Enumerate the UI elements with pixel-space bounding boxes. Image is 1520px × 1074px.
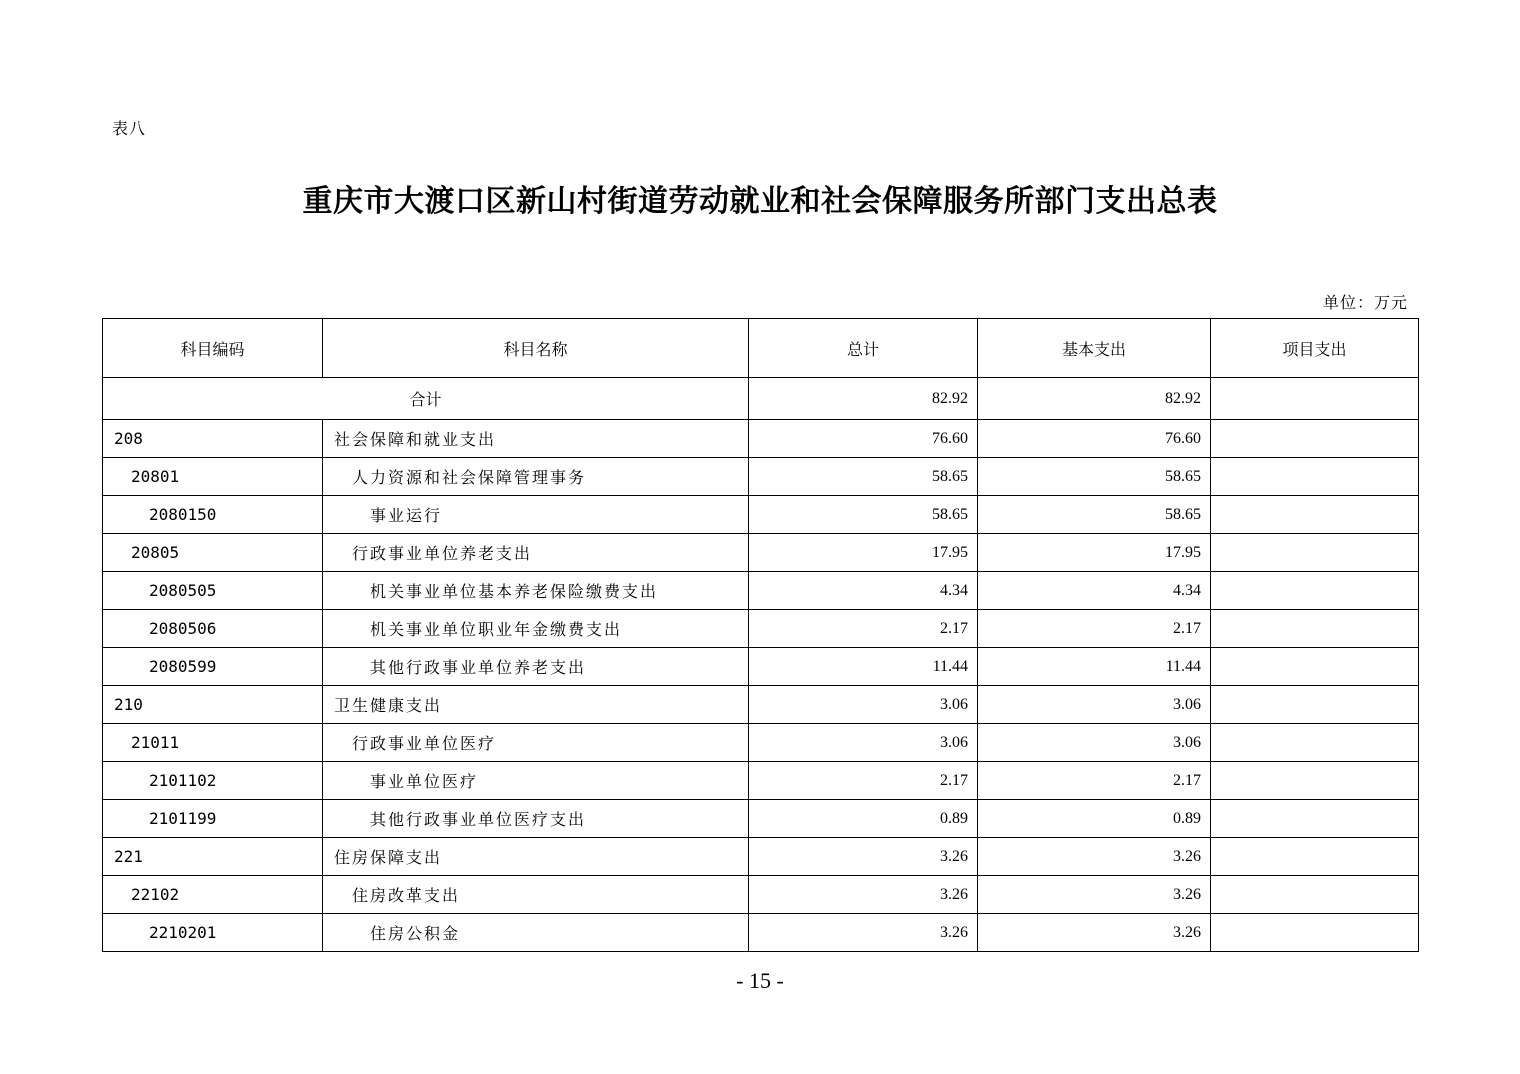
- row-basic: 58.65: [978, 496, 1211, 534]
- row-total: 2.17: [749, 610, 978, 648]
- row-project: [1211, 572, 1419, 610]
- row-basic: 17.95: [978, 534, 1211, 572]
- row-project: [1211, 534, 1419, 572]
- row-name: 社会保障和就业支出: [323, 420, 749, 458]
- row-total: 17.95: [749, 534, 978, 572]
- row-project: [1211, 458, 1419, 496]
- table-row: [103, 572, 1419, 610]
- table-row: [103, 648, 1419, 686]
- row-total: 3.06: [749, 686, 978, 724]
- row-total: 0.89: [749, 800, 978, 838]
- row-name: 住房保障支出: [323, 838, 749, 876]
- total-row: [103, 378, 1419, 420]
- table-row: [103, 762, 1419, 800]
- row-name: 住房公积金: [323, 914, 749, 952]
- row-name: 行政事业单位养老支出: [323, 534, 749, 572]
- row-code: 21011: [103, 724, 323, 762]
- row-project: [1211, 610, 1419, 648]
- expenditure-table: [102, 318, 1419, 952]
- row-project: [1211, 648, 1419, 686]
- row-total: 3.06: [749, 724, 978, 762]
- row-code: 20801: [103, 458, 323, 496]
- row-basic: 3.06: [978, 686, 1211, 724]
- row-project: [1211, 876, 1419, 914]
- row-name: 其他行政事业单位养老支出: [323, 648, 749, 686]
- row-total: 4.34: [749, 572, 978, 610]
- row-basic: 4.34: [978, 572, 1211, 610]
- row-basic: 3.26: [978, 838, 1211, 876]
- row-code: 20805: [103, 534, 323, 572]
- table-row: [103, 420, 1419, 458]
- header-name: 科目名称: [323, 319, 749, 378]
- row-code: 208: [103, 420, 323, 458]
- row-name: 机关事业单位职业年金缴费支出: [323, 610, 749, 648]
- table-label: 表八: [112, 119, 147, 138]
- row-basic: 11.44: [978, 648, 1211, 686]
- table-row: [103, 610, 1419, 648]
- row-total: 3.26: [749, 838, 978, 876]
- table-row: [103, 914, 1419, 952]
- page-number: - 15 -: [736, 968, 784, 993]
- total-basic: 82.92: [978, 378, 1211, 420]
- row-project: [1211, 762, 1419, 800]
- table-row: [103, 458, 1419, 496]
- table-row: [103, 534, 1419, 572]
- row-code: 2101199: [103, 800, 323, 838]
- table-row: [103, 686, 1419, 724]
- row-total: 3.26: [749, 876, 978, 914]
- row-code: 22102: [103, 876, 323, 914]
- table-row: [103, 496, 1419, 534]
- row-project: [1211, 496, 1419, 534]
- row-basic: 76.60: [978, 420, 1211, 458]
- table-row: [103, 800, 1419, 838]
- row-code: 2080599: [103, 648, 323, 686]
- table-row: [103, 876, 1419, 914]
- row-project: [1211, 838, 1419, 876]
- row-basic: 2.17: [978, 610, 1211, 648]
- total-label: 合计: [103, 378, 749, 420]
- row-total: 3.26: [749, 914, 978, 952]
- row-name: 其他行政事业单位医疗支出: [323, 800, 749, 838]
- row-name: 行政事业单位医疗: [323, 724, 749, 762]
- row-name: 卫生健康支出: [323, 686, 749, 724]
- row-basic: 3.26: [978, 876, 1211, 914]
- table-row: [103, 724, 1419, 762]
- row-name: 事业单位医疗: [323, 762, 749, 800]
- total-project: [1211, 378, 1419, 420]
- row-basic: 3.06: [978, 724, 1211, 762]
- row-basic: 2.17: [978, 762, 1211, 800]
- total-amount: 82.92: [749, 378, 978, 420]
- row-total: 76.60: [749, 420, 978, 458]
- row-name: 住房改革支出: [323, 876, 749, 914]
- row-total: 58.65: [749, 458, 978, 496]
- row-name: 机关事业单位基本养老保险缴费支出: [323, 572, 749, 610]
- unit-label: 单位：万元: [1322, 293, 1408, 312]
- row-basic: 0.89: [978, 800, 1211, 838]
- row-name: 事业运行: [323, 496, 749, 534]
- row-project: [1211, 914, 1419, 952]
- row-code: 2210201: [103, 914, 323, 952]
- row-total: 58.65: [749, 496, 978, 534]
- header-total: 总计: [749, 319, 978, 378]
- row-code: 2101102: [103, 762, 323, 800]
- header-project: 项目支出: [1211, 319, 1419, 378]
- row-code: 2080505: [103, 572, 323, 610]
- row-basic: 3.26: [978, 914, 1211, 952]
- row-name: 人力资源和社会保障管理事务: [323, 458, 749, 496]
- row-basic: 58.65: [978, 458, 1211, 496]
- header-code: 科目编码: [103, 319, 323, 378]
- row-project: [1211, 724, 1419, 762]
- row-total: 2.17: [749, 762, 978, 800]
- table-header-row: [103, 319, 1419, 378]
- document-title: 重庆市大渡口区新山村街道劳动就业和社会保障服务所部门支出总表: [302, 184, 1218, 219]
- row-project: [1211, 420, 1419, 458]
- table-row: [103, 838, 1419, 876]
- row-project: [1211, 800, 1419, 838]
- row-total: 11.44: [749, 648, 978, 686]
- header-basic: 基本支出: [978, 319, 1211, 378]
- row-code: 210: [103, 686, 323, 724]
- row-code: 2080506: [103, 610, 323, 648]
- row-code: 2080150: [103, 496, 323, 534]
- row-project: [1211, 686, 1419, 724]
- row-code: 221: [103, 838, 323, 876]
